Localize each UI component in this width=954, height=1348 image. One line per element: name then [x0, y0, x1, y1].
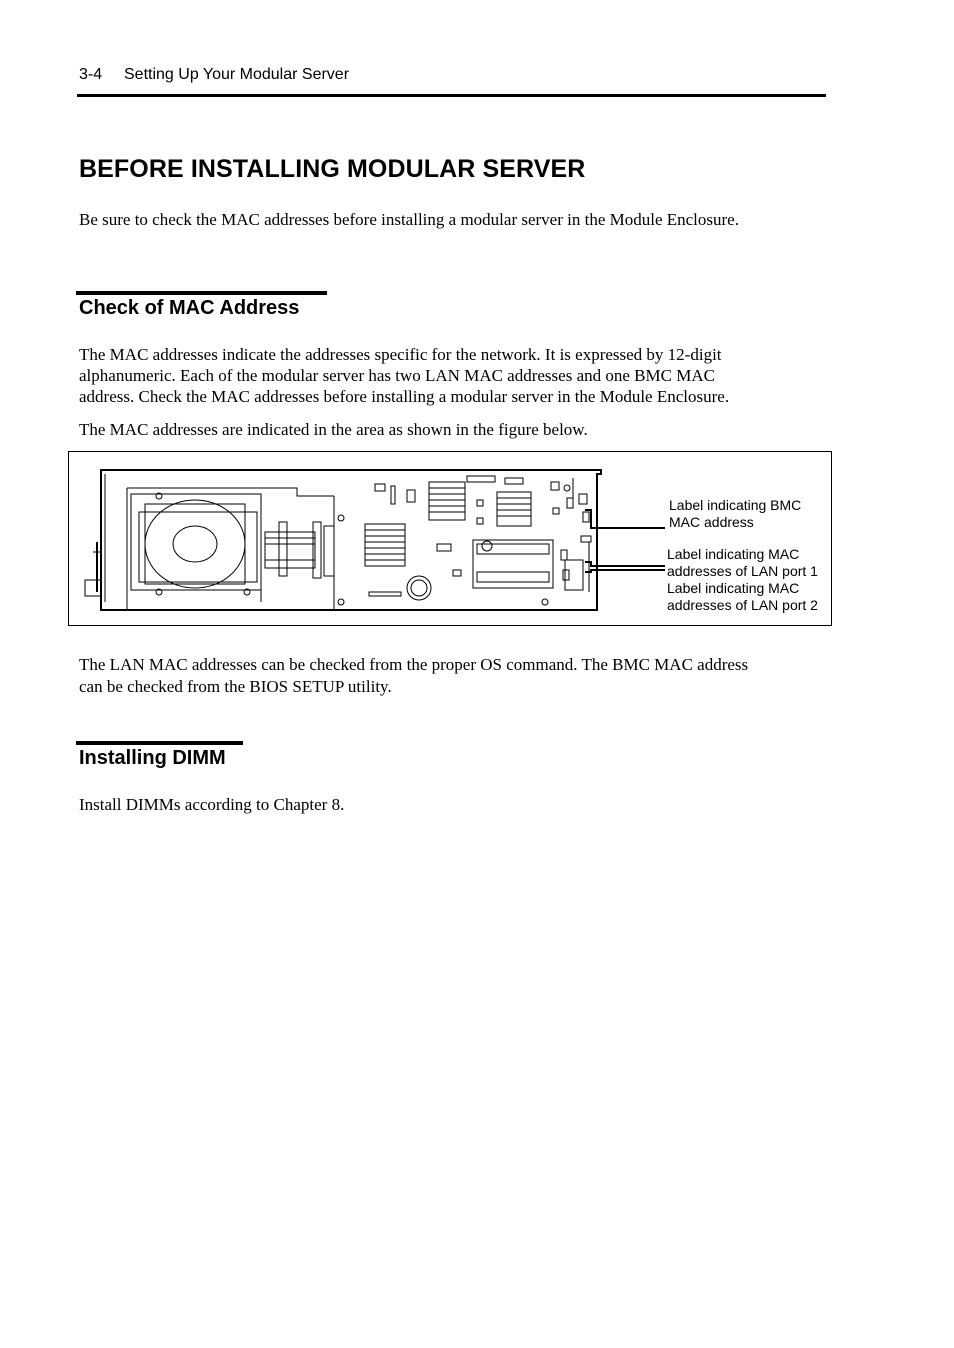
callout-line: Label indicating BMC — [669, 497, 802, 513]
page-title: BEFORE INSTALLING MODULAR SERVER — [79, 155, 586, 183]
callout-line: Label indicating MAC — [667, 546, 800, 562]
page-number: 3-4 — [79, 66, 103, 83]
paragraph-line: alphanumeric. Each of the modular server has two LAN MAC addresses and one BMC MAC — [79, 366, 715, 385]
callout-line: MAC address — [669, 514, 754, 530]
figure-intro: The MAC addresses are indicated in the area as shown in the figure below. — [79, 420, 588, 439]
callout-line: addresses of LAN port 2 — [667, 597, 818, 613]
paragraph-line: can be checked from the BIOS SETUP utility. — [79, 677, 392, 696]
lan1-label-callout — [667, 546, 818, 580]
section-heading-dimm: Installing DIMM — [79, 747, 226, 769]
bmc-label-callout — [669, 497, 801, 531]
dimm-paragraph: Install DIMMs according to Chapter 8. — [79, 795, 345, 814]
chapter-title: Setting Up Your Modular Server — [124, 66, 350, 83]
section-bar — [76, 741, 243, 745]
after-figure-paragraph — [79, 654, 748, 698]
intro-paragraph: Be sure to check the MAC addresses before installing a modular server in the Module Enclosure. — [79, 210, 739, 229]
callout-line: Label indicating MAC — [667, 580, 800, 596]
mac-paragraph — [79, 344, 729, 407]
server-figure — [68, 451, 832, 626]
header-rule — [77, 94, 826, 97]
running-head — [79, 66, 349, 84]
callout-line: addresses of LAN port 1 — [667, 563, 818, 579]
paragraph-line: The MAC addresses indicate the addresses specific for the network. It is expressed by 12-digit — [79, 345, 722, 364]
section-heading-mac: Check of MAC Address — [79, 297, 300, 319]
lan2-label-callout — [667, 580, 818, 614]
section-bar — [76, 291, 327, 295]
paragraph-line: address. Check the MAC addresses before installing a modular server in the Module Enclosure. — [79, 387, 730, 406]
paragraph-line: The LAN MAC addresses can be checked from the proper OS command. The BMC MAC address — [79, 655, 749, 674]
